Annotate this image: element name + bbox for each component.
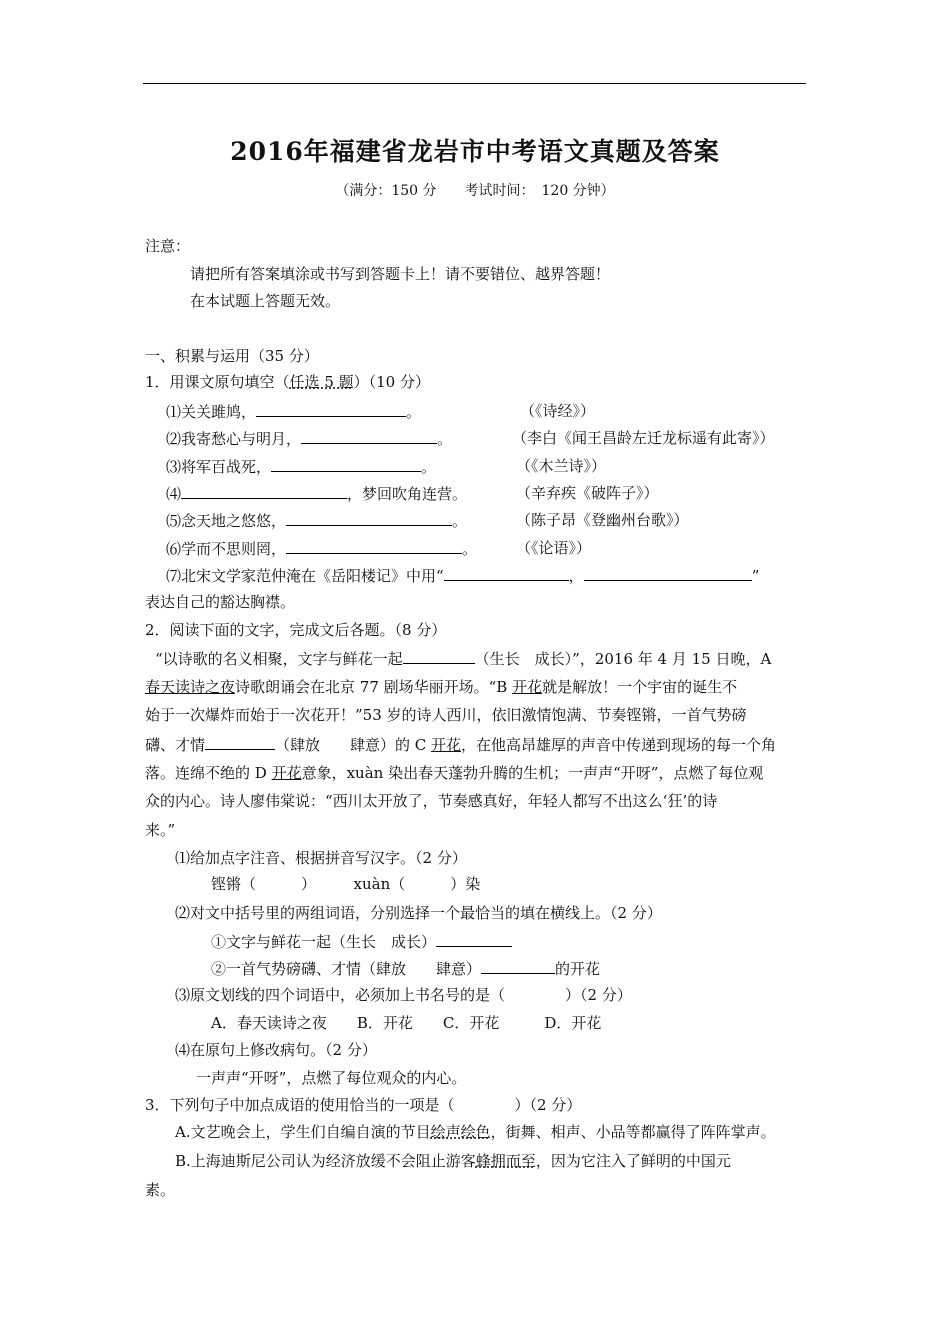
q1-item-3 xyxy=(166,456,436,477)
section-heading: 一、积累与运用（35 分） xyxy=(145,347,319,365)
q3-option-b-text: B.上海迪斯尼公司认为经济放缓不会阻止游客 xyxy=(175,1152,476,1170)
q1-stem-dotted: 任选 5 题 xyxy=(289,373,354,391)
q1-item-4-end: ，梦回吹角连营。 xyxy=(347,485,468,503)
q1-item-7-text: ⑺北宋文学家范仲淹在《岳阳楼记》中用“ xyxy=(166,567,444,585)
notice-line-1: 请把所有答案填涂或书写到答题卡上！请不要错位、越界答题！ xyxy=(190,265,611,283)
q1-item-5-text: ⑸念天地之悠悠， xyxy=(166,512,287,530)
q1-item-6-end: 。 xyxy=(462,540,478,558)
q1-item-2 xyxy=(166,428,452,449)
q1-item-5-end: 。 xyxy=(452,512,468,530)
q2-sub-3-options: A．春天读诗之夜 B．开花 C．开花 D．开花 xyxy=(211,1014,602,1032)
q1-item-4 xyxy=(166,483,467,504)
q1-item-7 xyxy=(166,565,759,586)
q3-option-a-text: A.文艺晚会上，学生们自编自演的节目 xyxy=(175,1123,431,1141)
q2-p2d: 就是解放！一个宇宙的诞生不 xyxy=(542,678,738,696)
q1-item-1-end: 。 xyxy=(406,403,422,421)
q3-option-a xyxy=(175,1122,776,1142)
q1-item-2-blank[interactable] xyxy=(301,428,437,444)
q1-item-7-blank-2[interactable] xyxy=(584,565,752,581)
q2-underlined-b: 开花 xyxy=(512,678,543,696)
q1-item-4-text: ⑷ xyxy=(166,485,182,503)
q2-passage-line-3: 始于一次爆炸而始于一次花开！”53 岁的诗人西川，依旧激情饱满、节奏铿锵，一首气势磅 xyxy=(145,706,747,724)
q3-option-b-end: ，因为它注入了鲜明的中国元 xyxy=(535,1152,731,1170)
q2-passage-line-7: 来。” xyxy=(145,821,176,839)
q1-item-2-end: 。 xyxy=(437,430,453,448)
q2-blank-1[interactable] xyxy=(403,648,475,664)
q1-item-1-blank[interactable] xyxy=(256,401,406,417)
q1-item-6-source: （《论语》） xyxy=(516,539,592,557)
q1-stem-pre: 1．用课文原句填空（ xyxy=(145,373,290,391)
notice-label: 注意： xyxy=(145,237,191,255)
q3-option-a-idiom: 绘声绘色 xyxy=(430,1123,491,1141)
q2-blank-2[interactable] xyxy=(205,734,275,750)
q2-sub-2: ⑵对文中括号里的两组词语，分别选择一个最恰当的填在横线上。（2 分） xyxy=(175,904,662,922)
q1-item-6-blank[interactable] xyxy=(286,538,462,554)
q1-item-1-text: ⑴关关雎鸠， xyxy=(166,403,257,421)
q1-item-5 xyxy=(166,510,467,531)
q3-option-b xyxy=(175,1151,731,1171)
q2-passage-line-4 xyxy=(145,734,776,755)
q1-item-3-text: ⑶将军百战死， xyxy=(166,458,272,476)
q2-p5a: 落。连绵不绝的 D xyxy=(145,764,272,782)
q1-item-7-cont: 表达自己的豁达胸襟。 xyxy=(145,593,296,611)
q3-stem: 3．下列句子中加点成语的使用恰当的一项是（ ）（2 分） xyxy=(145,1096,582,1114)
q1-item-7-end: ” xyxy=(751,567,760,585)
q2-underlined-d: 开花 xyxy=(271,764,302,782)
q1-item-1-source: （《诗经》） xyxy=(520,402,596,420)
q1-item-3-source: （《木兰诗》） xyxy=(516,457,607,475)
q3-option-b-cont: 素。 xyxy=(145,1181,176,1199)
q1-item-1 xyxy=(166,401,421,422)
q2-p1a: “以诗歌的名义相聚，文字与鲜花一起 xyxy=(155,650,403,668)
q2-p4b: （肆放 肆意）的 C xyxy=(275,736,432,754)
q2-sub-2-b-text: ②一首气势磅礴、才情（肆放 肆意） xyxy=(211,960,482,978)
q2-p1b: （生长 成长）”，2016 年 4 月 15 日晚，A xyxy=(474,650,772,668)
q2-p4a: 礴、才情 xyxy=(145,736,206,754)
q2-sub-4: ⑷在原句上修改病句。（2 分） xyxy=(175,1041,377,1059)
top-rule xyxy=(143,83,806,84)
q3-option-b-idiom: 蜂拥而至 xyxy=(475,1152,536,1170)
notice-line-2: 在本试题上答题无效。 xyxy=(190,292,341,310)
q1-item-2-source: （李白《闻王昌龄左迁龙标遥有此寄》） xyxy=(512,429,775,447)
q2-sub-1: ⑴给加点字注音、根据拼音写汉字。（2 分） xyxy=(175,849,467,867)
q1-item-5-source: （陈子昂《登幽州台歌》） xyxy=(516,511,689,529)
q2-underlined-c: 开花 xyxy=(431,736,462,754)
q2-sub-1-answer: 铿锵（ ） xuàn（ ）染 xyxy=(211,875,481,893)
q2-stem: 2．阅读下面的文字，完成文后各题。（8 分） xyxy=(145,621,447,639)
q2-passage-line-5 xyxy=(145,763,763,783)
q2-sub-4-sentence: 一声声“开呀”，点燃了每位观众的内心。 xyxy=(196,1069,467,1087)
q2-sub-2-a-text: ①文字与鲜花一起（生长 成长） xyxy=(211,933,437,951)
q2-passage-line-1 xyxy=(155,648,771,669)
q1-item-3-blank[interactable] xyxy=(271,456,421,472)
q1-item-4-source: （辛弃疾《破阵子》） xyxy=(516,484,659,502)
q2-p4d: ，在他高昂雄厚的声音中传递到现场的每一个角 xyxy=(461,736,777,754)
q2-p2b: 诗歌朗诵会在北京 77 剧场华丽开场。“B xyxy=(235,678,513,696)
q1-item-5-blank[interactable] xyxy=(286,510,452,526)
page-subtitle: （满分：150 分 考试时间： 120 分钟） xyxy=(335,183,615,199)
q2-p5c: 意象，xuàn 染出春天蓬勃升腾的生机；一声声“开呀”，点燃了每位观 xyxy=(301,764,764,782)
q1-item-6 xyxy=(166,538,477,559)
page-title: 2016年福建省龙岩市中考语文真题及答案 xyxy=(230,137,720,166)
q2-sub-2-a xyxy=(211,931,512,952)
q2-sub-2-a-blank[interactable] xyxy=(436,931,512,947)
q2-passage-line-2 xyxy=(145,677,737,697)
q1-item-4-blank[interactable] xyxy=(181,483,347,499)
q1-stem xyxy=(145,372,430,392)
q3-option-a-end: ，街舞、相声、小品等都赢得了阵阵掌声。 xyxy=(490,1123,776,1141)
q2-sub-2-b-blank[interactable] xyxy=(481,958,555,974)
q1-item-7-blank-1[interactable] xyxy=(444,565,569,581)
q2-sub-3: ⑶原文划线的四个词语中，必须加上书名号的是（ ）（2 分） xyxy=(175,986,632,1004)
q1-item-2-text: ⑵我寄愁心与明月， xyxy=(166,430,302,448)
q2-passage-line-6: 众的内心。诗人廖伟棠说：“西川太开放了，节奏感真好，年轻人都写不出这么‘狂’的诗 xyxy=(145,792,718,810)
q2-sub-2-b-end: 的开花 xyxy=(555,960,601,978)
q2-sub-2-b xyxy=(211,958,600,979)
q2-underlined-a: 春天读诗之夜 xyxy=(145,678,236,696)
q1-item-3-end: 。 xyxy=(421,458,437,476)
q1-item-6-text: ⑹学而不思则罔， xyxy=(166,540,287,558)
q1-item-7-comma: ， xyxy=(568,567,584,585)
q1-stem-post: ）（10 分） xyxy=(353,373,430,391)
